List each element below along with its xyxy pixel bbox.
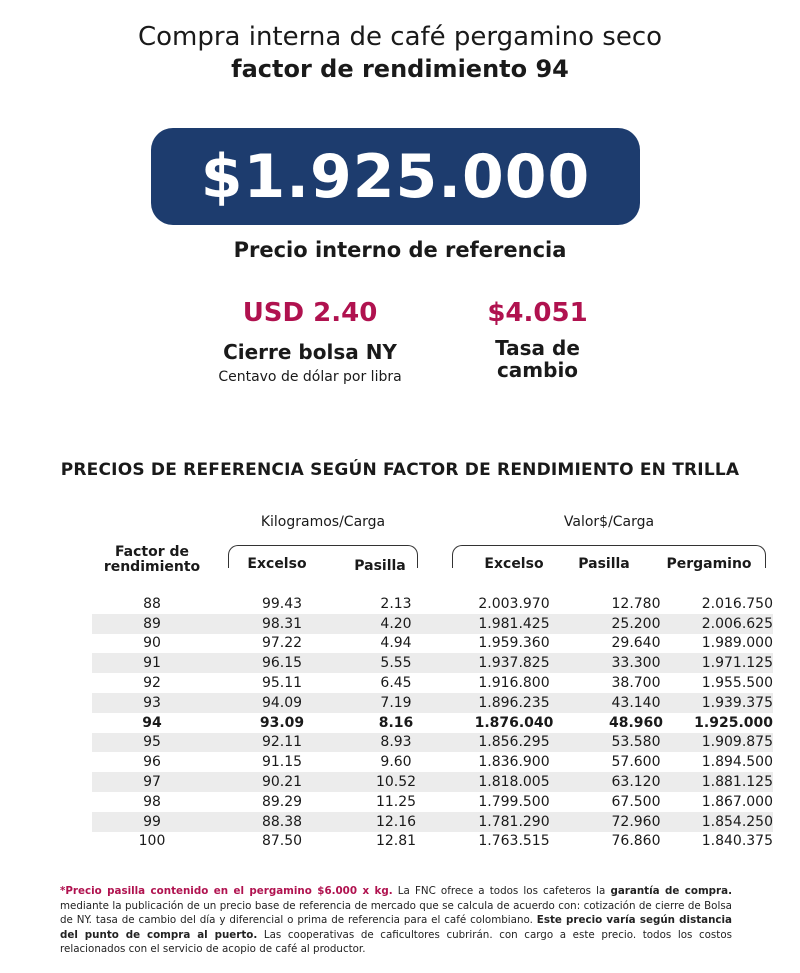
cell-value-excelso: 1.981.425 bbox=[478, 615, 550, 632]
table-row bbox=[92, 594, 773, 614]
cell-kg-pasilla: 10.52 bbox=[375, 774, 417, 791]
table-row bbox=[92, 832, 773, 852]
cell-kg-excelso: 89.29 bbox=[261, 793, 303, 810]
cell-value-pergamino: 2.016.750 bbox=[701, 595, 773, 612]
cell-value-excelso: 1.781.290 bbox=[478, 813, 550, 830]
cell-value-pasilla: 67.500 bbox=[611, 793, 661, 810]
cell-kg-pasilla: 5.55 bbox=[380, 655, 412, 672]
footnote-bold-2: Este precio varía según distancia del punto de compra al puerto. bbox=[60, 914, 732, 941]
cell-kg-pasilla: 9.60 bbox=[380, 754, 412, 771]
cell-value-pergamino: 1.939.375 bbox=[701, 694, 773, 711]
cell-factor: 96 bbox=[143, 754, 161, 771]
cell-kg-pasilla: 6.45 bbox=[380, 675, 412, 692]
cell-value-pasilla: 76.860 bbox=[611, 833, 661, 850]
exchange-rate-label: Tasa de cambio bbox=[495, 336, 580, 382]
table-row bbox=[92, 634, 773, 654]
cell-value-pergamino: 1.894.500 bbox=[701, 754, 773, 771]
cell-value-pergamino: 1.867.000 bbox=[701, 793, 773, 810]
cell-value-pasilla: 48.960 bbox=[608, 714, 664, 731]
col-header-value-pasilla: Pasilla bbox=[578, 556, 630, 572]
table-row bbox=[92, 693, 773, 713]
col-header-value-pergamino: Pergamino bbox=[666, 556, 752, 572]
ny-close-label: Cierre bolsa NY bbox=[223, 340, 397, 364]
cell-kg-pasilla: 2.13 bbox=[380, 595, 412, 612]
cell-kg-pasilla: 12.16 bbox=[375, 813, 417, 830]
table-row bbox=[92, 653, 773, 673]
cell-kg-pasilla: 8.16 bbox=[378, 714, 414, 731]
cell-kg-excelso: 94.09 bbox=[261, 694, 303, 711]
footnote bbox=[60, 884, 732, 957]
footnote-text-3: Las cooperativas de caficultores cubrirán. con cargo a este precio. todos los costos relacionados con el servicio de acopio de café al productor. bbox=[60, 928, 732, 956]
price-table bbox=[92, 594, 773, 851]
cell-kg-excelso: 88.38 bbox=[261, 813, 303, 830]
ny-close-value: USD 2.40 bbox=[242, 298, 378, 328]
cell-kg-excelso: 87.50 bbox=[261, 833, 303, 850]
footnote-bold-1: garantía de compra. bbox=[610, 885, 732, 897]
cell-factor: 99 bbox=[143, 813, 161, 830]
cell-value-excelso: 1.916.800 bbox=[478, 675, 550, 692]
cell-factor: 90 bbox=[143, 635, 161, 652]
col-header-kg-pasilla: Pasilla bbox=[354, 558, 406, 574]
cell-kg-excelso: 95.11 bbox=[261, 675, 303, 692]
cell-value-excelso: 1.937.825 bbox=[478, 655, 550, 672]
cell-value-pasilla: 38.700 bbox=[611, 675, 661, 692]
table-row bbox=[92, 614, 773, 634]
col-header-value-excelso: Excelso bbox=[484, 556, 544, 572]
ny-close-sublabel: Centavo de dólar por libra bbox=[218, 369, 402, 385]
cell-value-pasilla: 72.960 bbox=[611, 813, 661, 830]
footnote-text-1: La FNC ofrece a todos los cafeteros la bbox=[392, 885, 611, 897]
table-row bbox=[92, 713, 773, 733]
cell-factor: 91 bbox=[143, 655, 161, 672]
cell-value-excelso: 1.896.235 bbox=[478, 694, 550, 711]
footnote-highlight: *Precio pasilla contenido en el pergamino $6.000 x kg. bbox=[60, 885, 393, 897]
table-row bbox=[92, 673, 773, 693]
cell-value-excelso: 2.003.970 bbox=[478, 595, 550, 612]
cell-kg-excelso: 92.11 bbox=[261, 734, 303, 751]
cell-value-pergamino: 1.971.125 bbox=[701, 655, 773, 672]
cell-value-pergamino: 1.955.500 bbox=[701, 675, 773, 692]
price-label: Precio interno de referencia bbox=[233, 238, 567, 262]
cell-kg-excelso: 97.22 bbox=[261, 635, 303, 652]
group-title-value: Valor$/Carga bbox=[563, 514, 655, 530]
cell-value-pergamino: 1.881.125 bbox=[701, 774, 773, 791]
cell-factor: 89 bbox=[143, 615, 161, 632]
cell-factor: 88 bbox=[143, 595, 161, 612]
cell-value-pergamino: 1.925.000 bbox=[694, 714, 773, 731]
cell-value-pergamino: 1.854.250 bbox=[701, 813, 773, 830]
cell-value-pergamino: 1.909.875 bbox=[701, 734, 773, 751]
table-row bbox=[92, 812, 773, 832]
cell-value-pasilla: 53.580 bbox=[611, 734, 661, 751]
cell-kg-excelso: 98.31 bbox=[261, 615, 303, 632]
cell-kg-excelso: 99.43 bbox=[261, 595, 303, 612]
cell-value-pasilla: 57.600 bbox=[611, 754, 661, 771]
cell-value-pasilla: 43.140 bbox=[611, 694, 661, 711]
section-title: PRECIOS DE REFERENCIA SEGÚN FACTOR DE RENDIMIENTO EN TRILLA bbox=[60, 460, 740, 480]
cell-value-pergamino: 1.840.375 bbox=[701, 833, 773, 850]
cell-kg-pasilla: 12.81 bbox=[375, 833, 417, 850]
cell-value-pasilla: 29.640 bbox=[611, 635, 661, 652]
cell-value-excelso: 1.836.900 bbox=[478, 754, 550, 771]
price-banner bbox=[151, 128, 640, 225]
cell-value-pergamino: 1.989.000 bbox=[701, 635, 773, 652]
exchange-rate-stat bbox=[450, 297, 625, 381]
cell-factor: 94 bbox=[142, 714, 162, 731]
group-title-kg: Kilogramos/Carga bbox=[260, 514, 386, 530]
exchange-rate-value: $4.051 bbox=[487, 298, 588, 328]
cell-factor: 93 bbox=[143, 694, 161, 711]
cell-value-pasilla: 25.200 bbox=[611, 615, 661, 632]
cell-value-excelso: 1.818.005 bbox=[478, 774, 550, 791]
price-value: $1.925.000 bbox=[200, 141, 591, 212]
ny-close-stat bbox=[185, 297, 435, 387]
cell-kg-excelso: 90.21 bbox=[261, 774, 303, 791]
header-title: Compra interna de café pergamino seco bbox=[137, 22, 663, 52]
cell-value-pasilla: 33.300 bbox=[611, 655, 661, 672]
table-row bbox=[92, 752, 773, 772]
cell-kg-excelso: 91.15 bbox=[261, 754, 303, 771]
cell-kg-pasilla: 11.25 bbox=[375, 793, 417, 810]
cell-factor: 97 bbox=[143, 774, 161, 791]
cell-value-pasilla: 12.780 bbox=[611, 595, 661, 612]
header-subtitle: factor de rendimiento 94 bbox=[231, 55, 569, 83]
cell-factor: 95 bbox=[143, 734, 161, 751]
header bbox=[0, 20, 800, 84]
table-row bbox=[92, 733, 773, 753]
cell-factor: 92 bbox=[143, 675, 161, 692]
cell-kg-excelso: 93.09 bbox=[259, 714, 305, 731]
cell-kg-pasilla: 7.19 bbox=[380, 694, 412, 711]
cell-factor: 100 bbox=[138, 833, 166, 850]
col-header-factor: Factor de rendimiento bbox=[103, 544, 201, 575]
cell-value-excelso: 1.799.500 bbox=[478, 793, 550, 810]
table-row bbox=[92, 792, 773, 812]
table-row bbox=[92, 772, 773, 792]
cell-kg-pasilla: 4.20 bbox=[380, 615, 412, 632]
cell-kg-pasilla: 4.94 bbox=[380, 635, 412, 652]
col-header-kg-excelso: Excelso bbox=[247, 556, 307, 572]
cell-value-excelso: 1.876.040 bbox=[474, 714, 554, 731]
cell-kg-excelso: 96.15 bbox=[261, 655, 303, 672]
cell-value-excelso: 1.959.360 bbox=[478, 635, 550, 652]
cell-value-excelso: 1.763.515 bbox=[478, 833, 550, 850]
cell-value-pasilla: 63.120 bbox=[611, 774, 661, 791]
cell-factor: 98 bbox=[143, 793, 161, 810]
cell-value-excelso: 1.856.295 bbox=[478, 734, 550, 751]
cell-kg-pasilla: 8.93 bbox=[380, 734, 412, 751]
cell-value-pergamino: 2.006.625 bbox=[701, 615, 773, 632]
footnote-text-2: mediante la publicación de un precio base de referencia de mercado que se calcula de acuerdo con: cotización de cierre de Bolsa de NY. tasa de cambio del día y diferencial o prima de referencia para el café colombiano. bbox=[60, 899, 732, 927]
